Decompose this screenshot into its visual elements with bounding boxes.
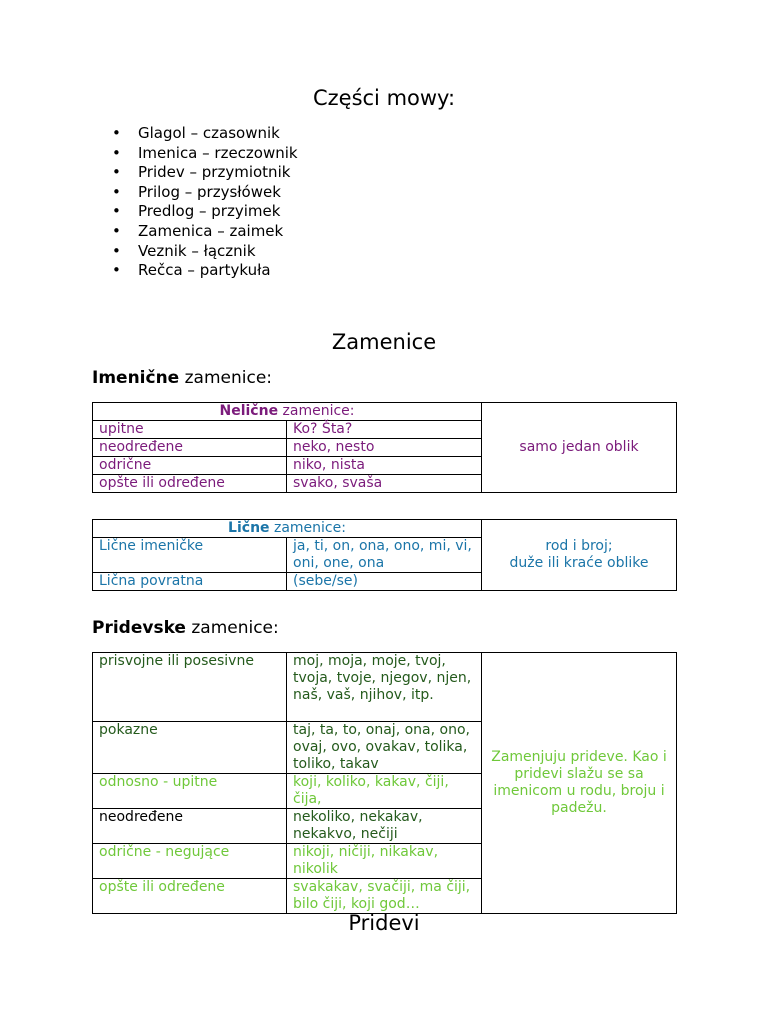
table-cell: Lična povratna xyxy=(93,573,287,591)
pridevske-heading-bold: Pridevske xyxy=(92,618,186,638)
table-cell: Ko? Šta? xyxy=(287,421,482,439)
table-side-note xyxy=(482,520,677,591)
pridevske-heading-rest: zamenice: xyxy=(185,618,279,638)
table-header xyxy=(93,403,482,421)
list-item: • Veznik – łącznik xyxy=(112,242,298,262)
list-item: • Imenica – rzeczownik xyxy=(112,144,298,164)
table-side-note: samo jedan oblik xyxy=(482,403,677,493)
table-cell: (sebe/se) xyxy=(287,573,482,591)
table-licne xyxy=(92,519,677,591)
table-row xyxy=(93,653,677,722)
parts-of-speech-list xyxy=(112,124,298,281)
table-cell: odrične xyxy=(93,457,287,475)
title-czesci-mowy: Części mowy: xyxy=(312,86,456,110)
table-cell: taj, ta, to, onaj, ona, ono, ovaj, ovo, ovakav, tolika, toliko, takav xyxy=(287,722,482,774)
table-cell: koji, koliko, kakav, čiji, čija, xyxy=(287,774,482,809)
pridevske-heading xyxy=(92,618,279,638)
table-side-note: Zamenjuju prideve. Kao i pridevi slažu se sa imenicom u rodu, broju i padežu. xyxy=(482,653,677,914)
table-cell: pokazne xyxy=(93,722,287,774)
table-nelicne xyxy=(92,402,677,493)
table-header-bold: Nelične xyxy=(219,403,279,419)
list-item: • Predlog – przyimek xyxy=(112,202,298,222)
table-cell: opšte ili određene xyxy=(93,879,287,914)
table-cell: odnosno - upitne xyxy=(93,774,287,809)
table-cell: nekoliko, nekakav, nekakvo, nečiji xyxy=(287,809,482,844)
table-cell: neodređene xyxy=(93,439,287,457)
table-cell: odrične - negujące xyxy=(93,844,287,879)
table-cell: opšte ili određene xyxy=(93,475,287,493)
table-header-rest: zamenice: xyxy=(278,403,355,419)
table-header-rest: zamenice: xyxy=(269,520,346,536)
table-cell: moj, moja, moje, tvoj, tvoja, tvoje, njegov, njen, naš, vaš, njihov, itp. xyxy=(287,653,482,722)
table-header-bold: Lične xyxy=(228,520,270,536)
list-item: • Glagol – czasownik xyxy=(112,124,298,144)
list-item: • Rečca – partykuła xyxy=(112,261,298,281)
table-pridevske xyxy=(92,652,677,914)
table-cell: nikoji, ničiji, nikakav, nikolik xyxy=(287,844,482,879)
table-cell: Lične imeničke xyxy=(93,538,287,573)
table-cell: svakakav, svačiji, ma čiji, bilo čiji, koji god… xyxy=(287,879,482,914)
list-item: • Pridev – przymiotnik xyxy=(112,163,298,183)
imenicne-heading-bold: Imenične xyxy=(92,368,180,388)
table-cell: niko, nista xyxy=(287,457,482,475)
title-zamenice: Zamenice xyxy=(331,330,437,354)
imenicne-heading-rest: zamenice: xyxy=(179,368,273,388)
table-cell: neko, nesto xyxy=(287,439,482,457)
table-cell: ja, ti, on, ona, ono, mi, vi, oni, one, ona xyxy=(287,538,482,573)
list-item: • Prilog – przysłówek xyxy=(112,183,298,203)
side-note-line: duže ili kraće oblike xyxy=(509,555,649,571)
side-note-line: rod i broj; xyxy=(545,538,613,554)
table-header xyxy=(93,520,482,538)
table-cell: svako, svaša xyxy=(287,475,482,493)
table-cell: prisvojne ili posesivne xyxy=(93,653,287,722)
imenicne-heading xyxy=(92,368,272,388)
title-pridevi: Pridevi xyxy=(348,911,420,935)
table-cell: neodređene xyxy=(93,809,287,844)
table-cell: upitne xyxy=(93,421,287,439)
list-item: • Zamenica – zaimek xyxy=(112,222,298,242)
